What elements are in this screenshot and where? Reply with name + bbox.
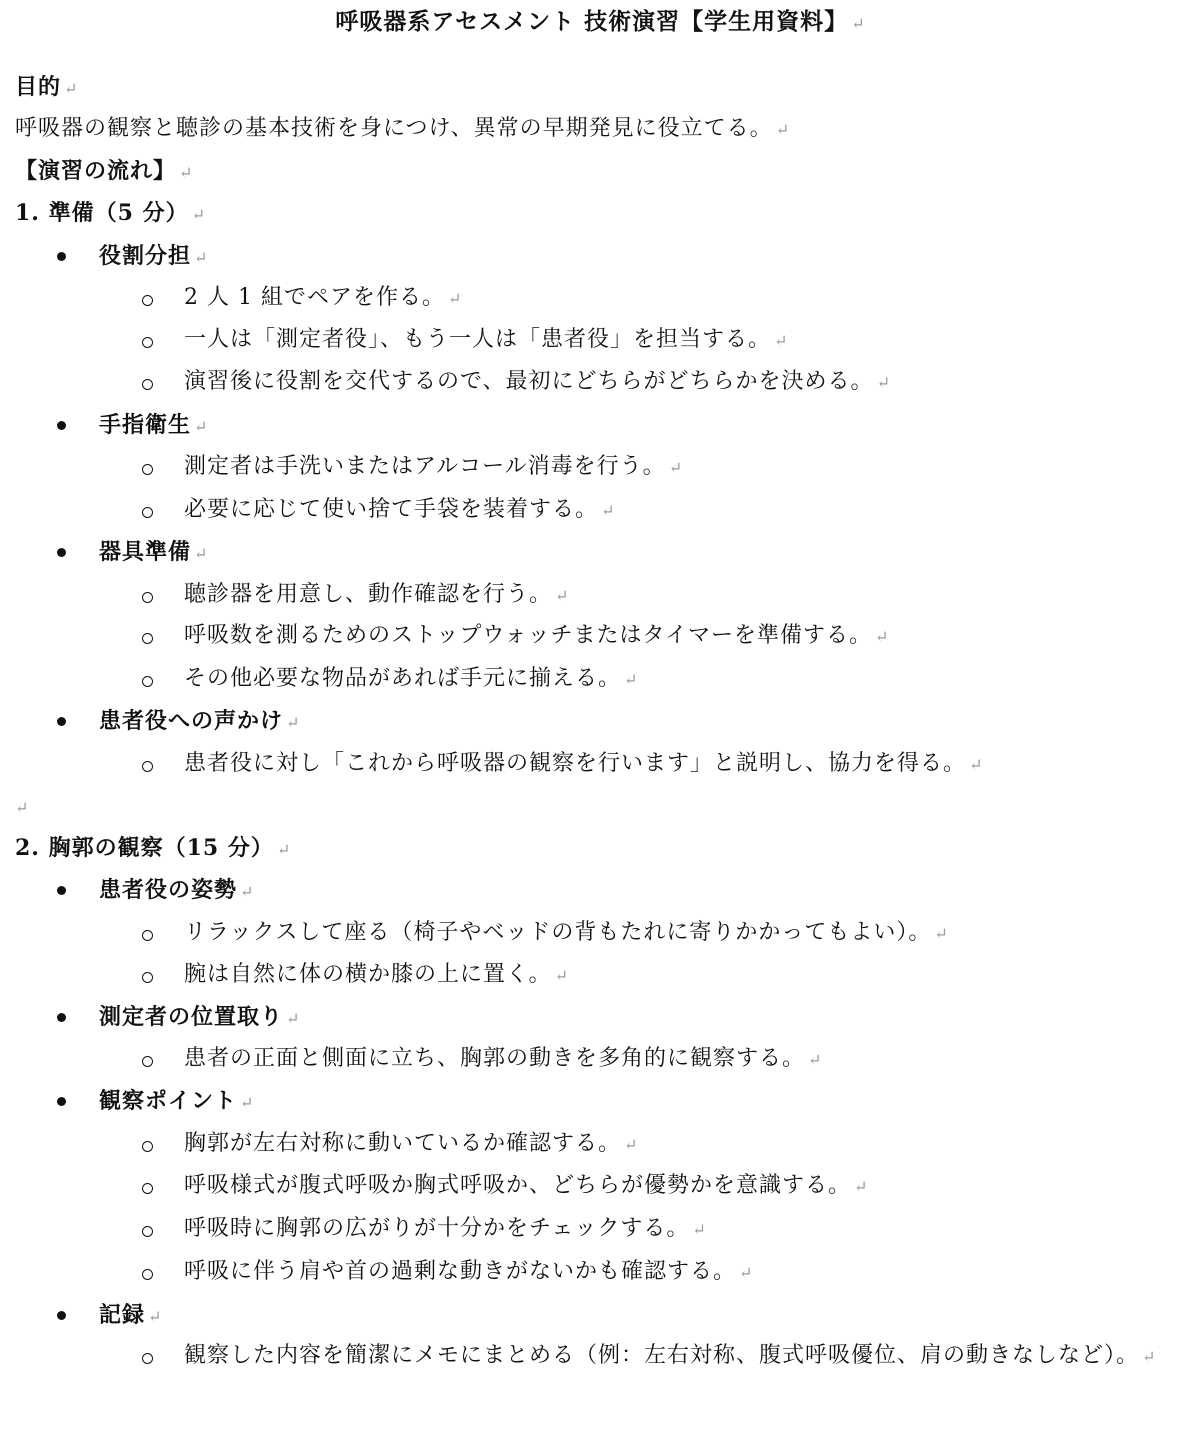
circle-bullet-icon <box>141 751 155 781</box>
paragraph-mark: ↵ <box>876 373 890 392</box>
list-item-label: 役割分担 ↵ <box>99 243 208 269</box>
circle-bullet-icon <box>141 327 155 357</box>
list-subitem: 呼吸時に胸郭の広がりが十分かをチェックする。 ↵ <box>184 1216 706 1241</box>
paragraph-mark: ↵ <box>194 248 208 267</box>
circle-bullet-icon <box>141 369 155 399</box>
bullet-icon <box>56 241 68 271</box>
bullet-icon <box>56 537 68 567</box>
bullet-icon <box>56 1086 68 1116</box>
list-subitem: 演習後に役割を交代するので、最初にどちらがどちらかを決める。 ↵ <box>184 369 890 394</box>
paragraph-mark: ↵ <box>808 1050 822 1069</box>
list-subitem: 必要に応じて使い捨て手袋を装着する。 ↵ <box>184 497 615 522</box>
list-subitem: 呼吸に伴う肩や首の過剰な動きがないかも確認する。 ↵ <box>184 1259 753 1284</box>
paragraph-mark: ↵ <box>64 79 78 98</box>
list-subitem: 患者役に対し「これから呼吸器の観察を行います」と説明し、協力を得る。 ↵ <box>184 751 983 776</box>
empty-paragraph <box>12 792 28 823</box>
bullet-icon <box>56 1002 68 1032</box>
paragraph-mark: ↵ <box>775 120 790 139</box>
paragraph-mark: ↵ <box>624 1135 638 1154</box>
circle-bullet-icon <box>141 1131 155 1161</box>
list-subitem: その他必要な物品があれば手元に揃える。 ↵ <box>184 666 638 691</box>
purpose-heading: 目的 ↵ <box>15 74 78 100</box>
list-subitem: 一人は「測定者役」、もう一人は「患者役」を担当する。 ↵ <box>184 327 788 352</box>
paragraph-mark: ↵ <box>15 798 29 817</box>
bullet-icon <box>56 1300 68 1330</box>
paragraph-mark: ↵ <box>240 1093 254 1112</box>
list-item-label: 測定者の位置取り ↵ <box>99 1004 300 1030</box>
circle-bullet-icon <box>141 666 155 696</box>
paragraph-mark: ↵ <box>179 163 193 182</box>
list-subitem: 2 人 1 組でペアを作る。 ↵ <box>184 285 462 310</box>
circle-bullet-icon <box>141 1259 155 1289</box>
bullet-icon <box>56 875 68 905</box>
paragraph-mark: ↵ <box>1142 1347 1156 1366</box>
list-subitem: 測定者は手洗いまたはアルコール消毒を行う。 ↵ <box>184 454 683 479</box>
paragraph-mark: ↵ <box>934 924 948 943</box>
list-item-label: 記録 ↵ <box>99 1302 162 1328</box>
list-subitem: 腕は自然に体の横か膝の上に置く。 ↵ <box>184 962 568 987</box>
paragraph-mark: ↵ <box>286 1009 300 1028</box>
paragraph-mark: ↵ <box>148 1307 162 1326</box>
list-item-label: 器具準備 ↵ <box>99 539 208 565</box>
paragraph-mark: ↵ <box>555 586 569 605</box>
list-item-label: 観察ポイント ↵ <box>99 1088 254 1114</box>
bullet-icon <box>56 410 68 440</box>
circle-bullet-icon <box>141 1343 155 1373</box>
list-item-label: 患者役への声かけ ↵ <box>99 708 300 734</box>
paragraph-mark: ↵ <box>739 1263 753 1282</box>
paragraph-mark: ↵ <box>624 670 638 689</box>
bullet-icon <box>56 706 68 736</box>
paragraph-mark: ↵ <box>774 331 788 350</box>
circle-bullet-icon <box>141 454 155 484</box>
paragraph-mark: ↵ <box>601 501 615 520</box>
paragraph-mark: ↵ <box>668 458 683 477</box>
circle-bullet-icon <box>141 582 155 612</box>
paragraph-mark: ↵ <box>851 14 865 33</box>
document-title: 呼吸器系アセスメント 技術演習【学生用資料】 ↵ <box>335 8 865 35</box>
paragraph-mark: ↵ <box>692 1220 706 1239</box>
paragraph-mark: ↵ <box>447 289 462 308</box>
circle-bullet-icon <box>141 497 155 527</box>
paragraph-mark: ↵ <box>969 755 983 774</box>
paragraph-mark: ↵ <box>191 205 205 224</box>
flow-heading: 【演習の流れ】 ↵ <box>15 158 193 184</box>
list-subitem: 胸郭が左右対称に動いているか確認する。 ↵ <box>184 1131 638 1156</box>
circle-bullet-icon <box>141 1216 155 1246</box>
section-heading-chest-observation: 2. 胸郭の観察（15 分） ↵ <box>15 835 291 861</box>
paragraph-mark: ↵ <box>854 1177 868 1196</box>
list-subitem: リラックスして座る（椅子やベッドの背もたれに寄りかかってもよい）。 ↵ <box>184 920 948 945</box>
paragraph-mark: ↵ <box>554 966 568 985</box>
paragraph-mark: ↵ <box>276 840 291 859</box>
circle-bullet-icon <box>141 962 155 992</box>
list-subitem: 呼吸様式が腹式呼吸か胸式呼吸か、どちらが優勢かを意識する。 ↵ <box>184 1173 868 1198</box>
paragraph-mark: ↵ <box>240 882 254 901</box>
circle-bullet-icon <box>141 285 155 315</box>
circle-bullet-icon <box>141 623 155 653</box>
paragraph-mark: ↵ <box>194 544 208 563</box>
list-item-label: 手指衛生 ↵ <box>99 412 208 438</box>
list-subitem: 呼吸数を測るためのストップウォッチまたはタイマーを準備する。 ↵ <box>184 623 889 648</box>
circle-bullet-icon <box>141 920 155 950</box>
circle-bullet-icon <box>141 1046 155 1076</box>
paragraph-mark: ↵ <box>286 713 300 732</box>
paragraph-mark: ↵ <box>875 627 889 646</box>
section-heading-preparation: 1. 準備（5 分） ↵ <box>15 200 205 226</box>
purpose-text: 呼吸器の観察と聴診の基本技術を身につけ、異常の早期発見に役立てる。 ↵ <box>15 116 790 141</box>
circle-bullet-icon <box>141 1173 155 1203</box>
paragraph-mark: ↵ <box>194 417 208 436</box>
list-subitem: 観察した内容を簡潔にメモにまとめる（例：左右対称、腹式呼吸優位、肩の動きなしなど）。 ↵ <box>184 1343 1156 1368</box>
list-subitem: 患者の正面と側面に立ち、胸郭の動きを多角的に観察する。 ↵ <box>184 1046 822 1071</box>
list-item-label: 患者役の姿勢 ↵ <box>99 877 254 903</box>
list-subitem: 聴診器を用意し、動作確認を行う。 ↵ <box>184 582 569 607</box>
